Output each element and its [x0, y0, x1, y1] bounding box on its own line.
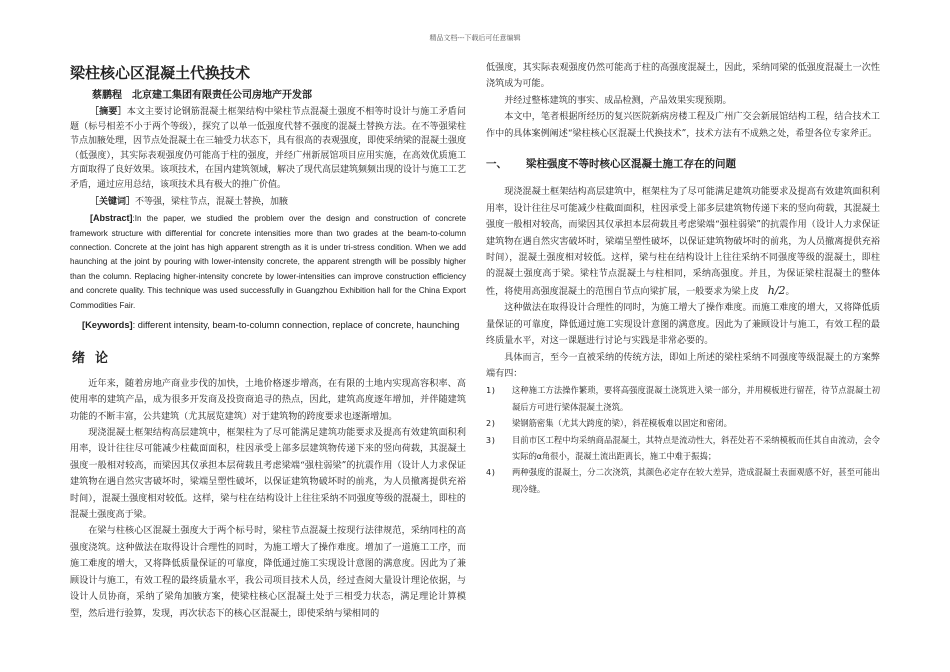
- intro-paragraph: 现浇混凝土框架结构高层建筑中，框架柱为了尽可能满足建筑功能要求及提高有效建筑面积利用率，设计往往尽可能减少柱截面面积，柱因承受上部多层建筑物传递下来的竖向荷载，其混凝土强度一般相对较高，而梁因其仅承担本层荷载且考虑梁端“强柱弱梁”的抗震作用（设计人力求保证建筑物在遇自然灾害破坏时，梁端呈塑性破坏，以保证建筑物破坏时的前兆，为人员撤离提供充裕时间），混凝土强度相对较低。这样，梁与柱在结构设计上往往采纳不同强度等级的混凝土，即柱的混凝土强度高于梁。: [70, 428, 466, 521]
- author-line: 蔡鹏程 北京建工集团有限责任公司房地产开发部: [92, 90, 312, 101]
- intro-paragraph: 在梁与柱核心区混凝土强度大于两个标号时，梁柱节点混凝土按现行法律规范，采纳同柱的高强度浇筑。这种做法在取得设计合理性的同时，为施工增大了操作难度。增加了一道施工工序，而施工难度的增大，又将降低质量保证的可靠度，降低通过施工实现设计意图的满意度。因此为了兼顾设计与施工，有效工程的最终质量水平，我公司项目技术人员，经过查阅大量设计理论依据，与设计人员协商，采纳了梁角加腋方案，使梁柱核心区混凝土处于三相受力状态，满足理论计算模型，然后进行验算，发现，再次状态下的核心区混凝土，即使采纳与梁相同的: [70, 526, 466, 619]
- abstract-label: ［摘要］: [90, 107, 127, 117]
- list-item: [486, 464, 880, 497]
- drawback-list: [486, 382, 880, 497]
- abstract-text: 本文主要讨论钢筋混凝土框架结构中梁柱节点混凝土强度不相等时设计与施工矛盾问题（标号相差不小于两个等级），探究了以单一低强度代替不强度的混凝土替换方法。在不等强梁柱节点加腋处理，因节点处混凝土在三轴受力状态下，具有很高的表观强度，即使采纳梁的混凝土强度（低强度），其实际表观强度仍可能高于柱的强度，并经广州新展馆项目应用实施，在高效优质施工方面取得了良好效果。该项技术，在国内建筑领域，解决了现代高层建筑频频出现的设计与施工工艺矛盾，通过应用总结，该项技术具有极大的推广价值。: [70, 107, 467, 190]
- section-paragraph: 具体而言，至今一直被采纳的传统方法，即如上所述的梁柱采纳不同强度等级混凝土的方案弊端有四：: [486, 352, 880, 379]
- abstract-en-label: [Abstract]: [90, 213, 133, 224]
- abstract-en: [70, 211, 466, 313]
- section-paragraph: 这种做法在取得设计合理性的同时，为施工增大了操作难度。而施工难度的增大，又将降低质量保证的可靠度，降低通过施工实现设计意图的满意度。因此为了兼顾设计与施工，有效工程的最终质量水平，对这一课题进行讨论与实践是非常必要的。: [486, 303, 880, 347]
- list-marker: 3): [486, 434, 496, 445]
- keywords-en: [70, 317, 466, 333]
- abstract-en-text: :In the paper, we studied the problem over the design and construction of concrete framework structure with differential for concrete intensities more than two grades at the beam-to-column connection. Concrete at the joint has high apparent strength as it is under tri-stress condition. When we add haunching at the joint by pouring with lower-intensity concrete, the apparent strength will be possibly higher than the column. Replacing higher-intensity concrete by lower-intensities can improve construction efficiency and concrete quality. This technique was used successfully in Guangzhou Exhibition hall for the China Export Commodities Fair.: [70, 214, 466, 310]
- section-paragraph-text: 现浇混凝土框架结构高层建筑中，框架柱为了尽可能满足建筑功能要求及提高有效建筑面积利用率，设计往往尽可能减少柱截面面积，柱因承受上部多层建筑物传递下来的竖向荷载，其混凝土强度一般相对较高，而梁因其仅承担本层荷载且考虑梁端“强柱弱梁”的抗震作用（设计人力求保证建筑物在遇自然灾害破坏时，梁端呈塑性破坏，以保证建筑物破坏时的前兆，为人员撤离提供充裕时间），混凝土强度相对较低。这样，梁与柱在结构设计上往往采纳不同强度等级的混凝土，即柱的混凝土强度高于梁。梁柱节点混凝土与柱相同，采纳高强度。并且，为保证梁柱混凝土的整体性，将使用高强度混凝土的范围自节点向梁扩展，一般要求为梁上皮: [486, 187, 880, 297]
- list-marker: 4): [486, 467, 496, 478]
- list-item-text: 梁钢筋密集（尤其大跨度的梁），斜茬模板难以固定和密闭。: [512, 418, 732, 429]
- continued-paragraph: 低强度，其实际表观强度仍然可能高于柱的高强度混凝土，因此，采纳同梁的低强度混凝土一次性浇筑成为可能。: [486, 63, 880, 90]
- right-column: [486, 60, 880, 497]
- keywords-text: 不等强，梁柱节点，混凝土替换，加腋: [135, 196, 289, 207]
- intro-paragraph: 近年来，随着房地产商业步伐的加快，土地价格逐步增高，在有限的土地内实现高容积率、高使用率的建筑产品，成为很多开发商及投资商追寻的热点，因此，建筑高度逐年增加，并伴随建筑功能的不断丰富，公共建筑（尤其展览建筑）对于建筑物的跨度要求也逐渐增加。: [70, 378, 466, 422]
- body-paragraph: 本文中，笔者根据所经历的复兴医院新病房楼工程及广州广交会新展馆结构工程，结合技术工作中的具体案例阐述“梁柱核心区混凝土代换技术”，技术方法有不成熟之处，希望各位专家斧正。: [486, 112, 880, 139]
- paper-title: 梁柱核心区混凝土代换技术: [70, 64, 251, 82]
- keywords-cn: [70, 195, 466, 210]
- list-marker: 1): [486, 385, 496, 396]
- formula-tail: 。: [785, 286, 795, 297]
- list-item-text: 两种强度的混凝土，分二次浇筑，其颜色必定存在较大差异，造成混凝土表面观感不好，甚至可能出现冷缝。: [512, 467, 880, 494]
- section-number: 一、: [486, 158, 507, 171]
- section-paragraph: [486, 184, 880, 300]
- list-item: [486, 432, 880, 465]
- list-item-text: 这种施工方法操作繁琐，要将高强度混凝土浇筑进入梁一部分，并用模板进行留茬，待节点混凝土初凝后方可进行梁体混凝土浇筑。: [512, 385, 880, 412]
- list-item: [486, 415, 880, 431]
- section-heading: [486, 156, 880, 172]
- keywords-label: ［关键词］: [90, 196, 136, 207]
- body-paragraph: 并经过整栋建筑的事实、成品检测，产品效果实现预期。: [504, 95, 732, 106]
- page-header-note: 精品文档---下载后可任意编辑: [429, 34, 521, 42]
- intro-heading: 绪论: [72, 351, 119, 367]
- keywords-en-text: : different intensity, beam-to-column connection, replace of concrete, haunching: [132, 320, 460, 330]
- formula-h-over-2: h/2: [767, 283, 786, 297]
- list-item-text: 目前市区工程中均采纳商品混凝土，其特点是流动性大，斜茬处若不采纳模板而任其自由流动，会令实际的α角很小，混凝土流出距离长，施工中难于振捣；: [512, 434, 880, 461]
- section-title: 梁柱强度不等时核心区混凝土施工存在的问题: [526, 158, 736, 171]
- list-item: [486, 382, 880, 415]
- keywords-en-label: [Keywords]: [82, 320, 133, 330]
- list-marker: 2): [486, 418, 496, 429]
- abstract-cn: [70, 105, 466, 193]
- left-column: [70, 60, 466, 622]
